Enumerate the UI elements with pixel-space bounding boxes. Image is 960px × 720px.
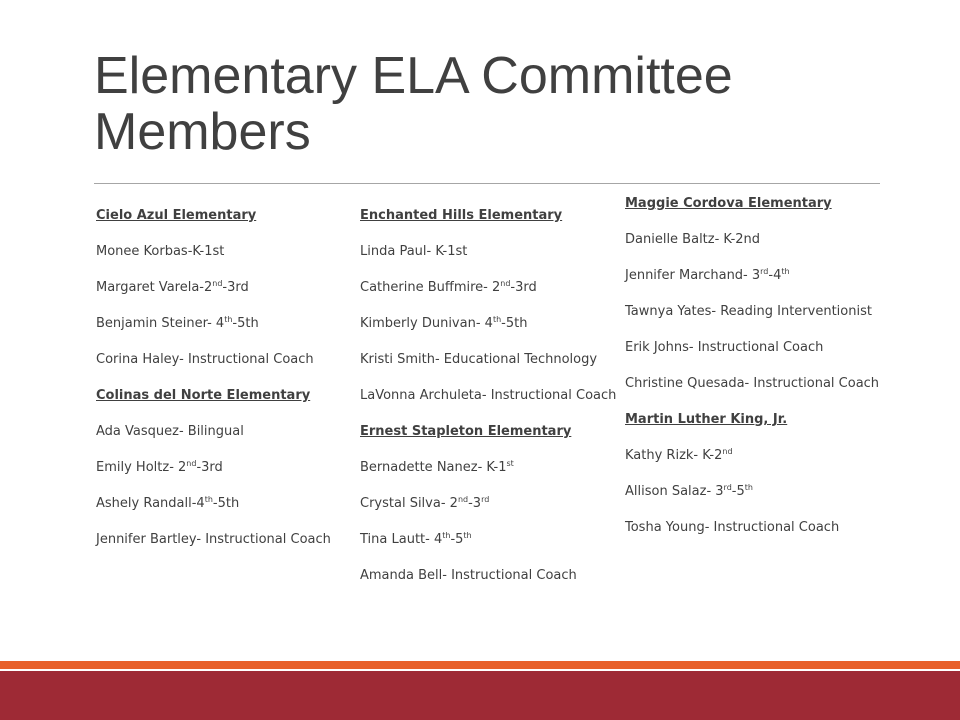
member-line: Linda Paul- K-1st [360,244,468,259]
ordinal-suffix: th [224,315,233,324]
member-line: Kristi Smith- Educational Technology [360,352,598,367]
member-line: Crystal Silva- 2nd-3rd [360,495,490,511]
member-line: Danielle Baltz- K-2nd [625,232,761,247]
member-line: Tina Lautt- 4th-5th [360,531,472,547]
ordinal-suffix: th [744,483,753,492]
ordinal-suffix: th [463,531,472,540]
member-line: Ada Vasquez- Bilingual [96,424,244,439]
member-line: Jennifer Bartley- Instructional Coach [96,532,331,547]
member-line: Tosha Young- Instructional Coach [625,520,840,535]
member-line: Margaret Varela-2nd-3rd [96,279,249,295]
ordinal-suffix: nd [457,495,469,504]
member-line: Benjamin Steiner- 4th-5th [96,315,259,331]
column-2 [360,198,616,594]
school-heading: Cielo Azul Elementary [96,208,257,223]
member-line: Jennifer Marchand- 3rd-4th [625,267,790,283]
footer-band [0,671,960,720]
title-divider [94,183,880,184]
member-line: Corina Haley- Instructional Coach [96,352,314,367]
column-1 [96,198,331,558]
member-line: Erik Johns- Instructional Coach [625,340,824,355]
ordinal-suffix: nd [500,279,511,288]
member-line: Catherine Buffmire- 2nd-3rd [360,279,537,295]
ordinal-suffix: rd [723,483,732,492]
ordinal-suffix: nd [212,279,223,288]
member-line: Tawnya Yates- Reading Interventionist [625,304,872,319]
ordinal-suffix: rd [481,495,490,504]
school-heading: Martin Luther King, Jr. [625,412,788,427]
school-heading: Maggie Cordova Elementary [625,196,832,211]
member-line: Amanda Bell- Instructional Coach [360,568,577,583]
member-line: Christine Quesada- Instructional Coach [625,376,880,391]
member-line: Monee Korbas-K-1st [96,244,225,259]
ordinal-suffix: th [204,495,213,504]
slide-title: Elementary ELA Committee Members [94,47,733,161]
member-line: LaVonna Archuleta- Instructional Coach [360,388,617,403]
ordinal-suffix: nd [186,459,197,468]
member-line: Ashely Randall-4th-5th [96,495,240,511]
column-3 [625,186,879,546]
school-heading: Enchanted Hills Elementary [360,208,563,223]
ordinal-suffix: rd [760,267,769,276]
member-line: Allison Salaz- 3rd-5th [625,483,753,499]
footer-accent-stripe [0,661,960,669]
school-heading: Colinas del Norte Elementary [96,388,311,403]
member-line: Emily Holtz- 2nd-3rd [96,459,223,475]
member-line: Bernadette Nanez- K-1st [360,459,514,475]
member-line: Kathy Rizk- K-2nd [625,447,733,463]
ordinal-suffix: th [492,315,502,324]
school-heading: Ernest Stapleton Elementary [360,424,572,439]
ordinal-suffix: st [506,459,514,468]
ordinal-suffix: th [781,267,790,276]
ordinal-suffix: nd [722,447,733,456]
member-line: Kimberly Dunivan- 4th-5th [360,315,528,331]
ordinal-suffix: th [442,531,451,540]
